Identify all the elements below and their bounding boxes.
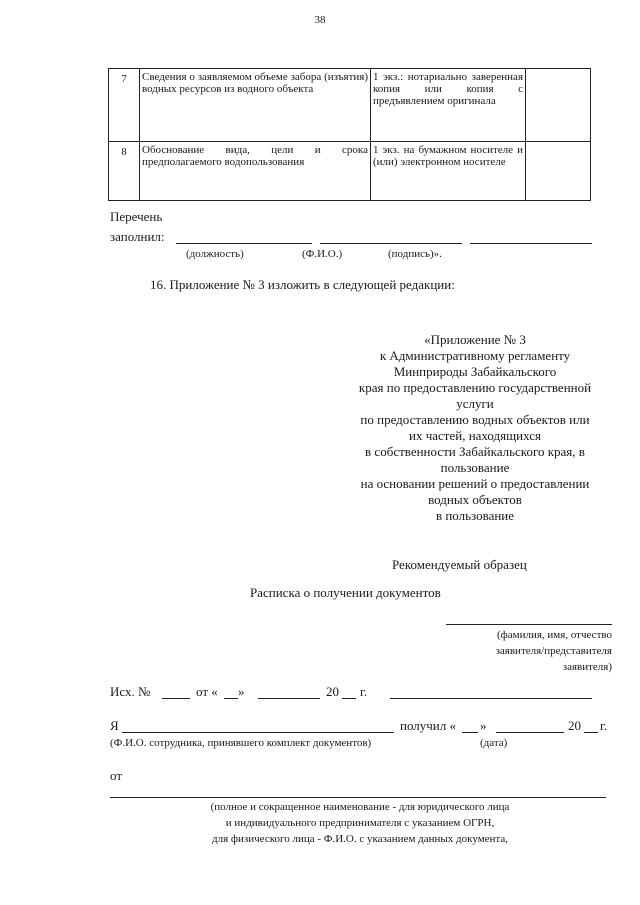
outgoing-label: Исх. № — [110, 684, 151, 699]
appendix-line: водных объектов — [428, 492, 522, 507]
position-line — [176, 243, 312, 244]
outgoing-month-line — [258, 698, 320, 699]
applicant-line — [446, 624, 612, 625]
received-quote: » — [480, 718, 487, 733]
caption-line: для физического лица - Ф.И.О. с указанием данных документа, — [212, 833, 508, 845]
signature-line — [470, 243, 592, 244]
caption-line: (фамилия, имя, отчество — [496, 629, 612, 641]
document-quantity: 1 экз.: нотариально заверенная копия или копия с предъявлением оригинала — [371, 69, 526, 142]
employee-line — [122, 732, 394, 733]
row-number: 7 — [109, 69, 140, 142]
row-number: 8 — [109, 142, 140, 201]
appendix-line: «Приложение № 3 — [424, 332, 526, 347]
appendix-header — [330, 332, 620, 524]
appendix-line: их частей, находящихся — [409, 428, 541, 443]
document-quantity: 1 экз. на бумажном носителе и (или) электронном носителе — [371, 142, 526, 201]
outgoing-year: 20 — [326, 684, 339, 699]
empty-cell — [526, 69, 591, 142]
caption-signature: (подпись)». — [388, 248, 442, 260]
received-day-line — [462, 732, 478, 733]
appendix-line: края по предоставлению государственной — [358, 380, 592, 395]
documents-table — [108, 68, 591, 201]
caption-name: (Ф.И.О.) — [302, 248, 343, 260]
document-name: Обоснование вида, цели и срока предполагаемого водопользования — [140, 142, 371, 201]
filled-by-label-1: Перечень — [110, 209, 163, 224]
table-row — [109, 142, 591, 201]
receipt-title: Расписка о получении документов — [250, 585, 441, 600]
outgoing-number-line — [162, 698, 190, 699]
caption-line: (полное и сокращенное наименование - для юридического лица — [210, 801, 510, 813]
document-name: Сведения о заявляемом объеме забора (изъятия) водных ресурсов из водного объекта — [140, 69, 371, 142]
from-caption — [110, 799, 610, 847]
from-label: от — [110, 768, 123, 783]
paragraph-16: 16. Приложение № 3 изложить в следующей редакции: — [150, 277, 455, 292]
recommended-sample: Рекомендуемый образец — [392, 557, 527, 572]
filled-by-label-2: заполнил: — [110, 229, 165, 244]
applicant-caption — [440, 627, 612, 675]
caption-line: заявителя) — [562, 661, 612, 673]
appendix-line: на основании решений о предоставлении — [360, 476, 590, 491]
outgoing-extra-line — [390, 698, 592, 699]
outgoing-year-line — [342, 698, 356, 699]
appendix-line: Минприроды Забайкальского — [393, 364, 557, 379]
date-caption: (дата) — [480, 737, 508, 749]
caption-line: и индивидуального предпринимателя с указанием ОГРН, — [225, 817, 495, 829]
received-label: получил « — [400, 718, 457, 733]
from-line — [110, 797, 606, 798]
i-label: Я — [110, 718, 119, 733]
appendix-line: пользование — [440, 460, 510, 475]
outgoing-from: от « — [196, 684, 218, 699]
appendix-line: услуги — [456, 396, 494, 411]
outgoing-year-suffix: г. — [360, 684, 368, 699]
empty-cell — [526, 142, 591, 201]
table-row — [109, 69, 591, 142]
received-year-line — [584, 732, 598, 733]
received-year: 20 — [568, 718, 581, 733]
employee-caption: (Ф.И.О. сотрудника, принявшего комплект документов) — [110, 737, 372, 749]
appendix-line: к Административному регламенту — [379, 348, 571, 363]
appendix-line: в собственности Забайкальского края, в — [365, 444, 585, 459]
appendix-line: по предоставлению водных объектов или — [360, 412, 590, 427]
outgoing-day-line — [224, 698, 238, 699]
outgoing-quote: » — [238, 684, 245, 699]
caption-line: заявителя/представителя — [495, 645, 612, 657]
caption-position: (должность) — [186, 248, 244, 260]
name-line — [320, 243, 462, 244]
page-number: 38 — [314, 14, 326, 26]
received-year-suffix: г. — [600, 718, 608, 733]
received-month-line — [496, 732, 564, 733]
appendix-line: в пользование — [435, 508, 515, 523]
